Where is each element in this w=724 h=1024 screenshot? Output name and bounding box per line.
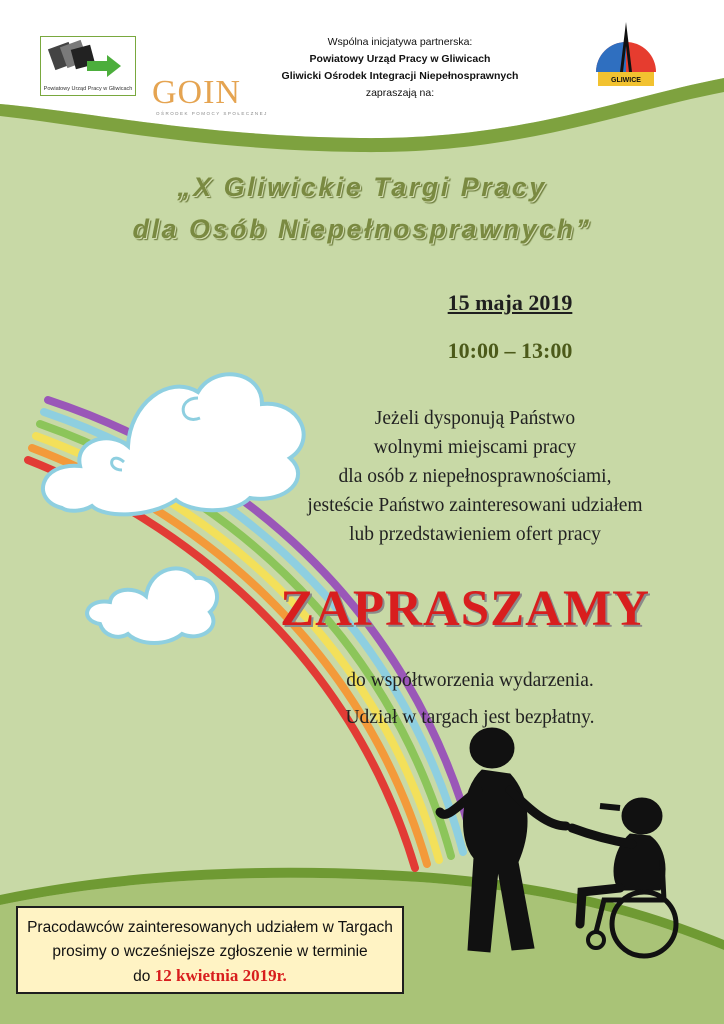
paragraph-line: dla osób z niepełnosprawnościami, bbox=[338, 466, 612, 487]
notice-deadline: 12 kwietnia 2019r. bbox=[154, 966, 287, 985]
notice-line-2: prosimy o wcześniejsze zgłoszenie w terminie bbox=[52, 943, 368, 960]
paragraph-line: wolnymi miejscami pracy bbox=[373, 437, 577, 458]
event-time: 10:00 – 13:00 bbox=[447, 338, 573, 363]
employment-office-logo-caption: Powiatowy Urząd Pracy w Gliwicach bbox=[43, 86, 133, 92]
paragraph-line: jesteście Państwo zainteresowani udziałem bbox=[307, 495, 643, 516]
partner-1: Powiatowy Urząd Pracy w Gliwicach bbox=[309, 53, 491, 65]
gliwice-city-logo bbox=[592, 16, 660, 94]
gliwice-logo-text: GLIWICE bbox=[611, 77, 641, 84]
goin-logo-text: GOIN bbox=[152, 74, 241, 111]
notice-line-3 bbox=[18, 964, 402, 989]
rider-cap bbox=[600, 806, 620, 808]
paragraph-line: lub przedstawieniem ofert pracy bbox=[349, 524, 601, 545]
event-title-line-1: „X Gliwickie Targi Pracy bbox=[177, 172, 547, 202]
paragraph-line: Jeżeli dysponują Państwo bbox=[374, 408, 576, 429]
cloud-small bbox=[87, 568, 217, 643]
employment-office-logo-icon bbox=[41, 37, 133, 81]
employer-notice-box bbox=[16, 906, 404, 994]
invitation-paragraph bbox=[250, 404, 700, 549]
partners-block bbox=[250, 34, 550, 102]
partner-2: Gliwicki Ośrodek Integracji Niepełnosprawnych bbox=[281, 70, 519, 82]
notice-prefix: do bbox=[133, 968, 151, 985]
notice-line-1: Pracodawców zainteresowanych udziałem w Targach bbox=[27, 919, 393, 936]
invite-heading: ZAPRASZAMY bbox=[280, 581, 650, 637]
free-participation-line: Udział w targach jest bezpłatny. bbox=[345, 707, 595, 728]
event-title-line-2: dla Osób Niepełnosprawnych” bbox=[132, 214, 592, 244]
rider-arm bbox=[572, 828, 632, 844]
walker-head bbox=[470, 728, 514, 768]
event-date: 15 maja 2019 bbox=[447, 290, 573, 315]
rider-head bbox=[622, 798, 662, 834]
employment-office-logo bbox=[40, 36, 136, 96]
partners-outro: zapraszają na: bbox=[365, 87, 435, 99]
gliwice-tower-icon bbox=[592, 16, 660, 94]
cocreate-line: do współtworzenia wydarzenia. bbox=[346, 670, 594, 691]
partners-intro: Wspólna inicjatywa partnerska: bbox=[327, 36, 473, 48]
goin-logo-subtext: OŚRODEK POMOCY SPOŁECZNEJ bbox=[156, 111, 268, 116]
